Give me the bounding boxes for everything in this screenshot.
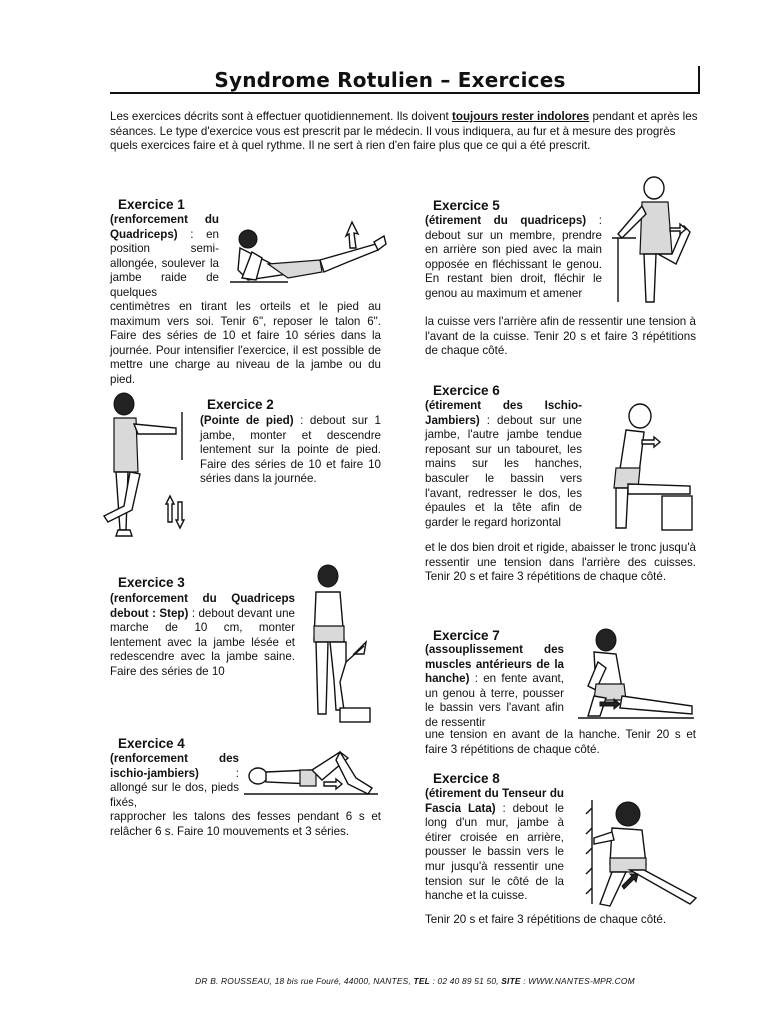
exercise-5-illustration: [610, 174, 698, 304]
exercise-7-text-short: (assouplissement des muscles antérieurs de la hanche) : en fente avant, un genou à terre, pousser le bassin vers l'avant afin de ressentir: [425, 643, 564, 729]
footer-phone: : 02 40 89 51 50,: [429, 976, 502, 986]
exercise-3-text: (renforcement du Quadriceps debout : Step) : debout devant une marche de 10 cm, monter lentement avec la jambe lésée et redescendre avec la jambe saine. Faire des séries de 10: [110, 592, 295, 678]
exercise-6-illustration: [598, 398, 698, 534]
intro-emphasis: toujours rester indolores: [452, 110, 590, 123]
exercise-5-title: Exercice 5: [433, 198, 500, 213]
exercise-4-text-short: (renforcement des ischio-jambiers) : allongé sur le dos, pieds fixés,: [110, 752, 239, 809]
exercise-6-title: Exercice 6: [433, 383, 500, 398]
page-title: Syndrome Rotulien – Exercices: [214, 68, 566, 92]
exercise-4-illustration: [244, 748, 380, 804]
exercise-3-subtitle: (renforcement du Quadriceps debout : Step): [110, 592, 295, 620]
exercise-2-title: Exercice 2: [207, 397, 274, 412]
exercise-5-text-long: la cuisse vers l'arrière afin de ressentir une tension à l'avant de la cuisse. Tenir 20 s et faire 3 répétitions de chaque côté.: [425, 315, 696, 358]
exercise-1-text-long: centimètres en tirant les orteils et le pied au maximum vers soi. Tenir 6", reposer le talon 6". Faire des séries de 10 et faire 10 séries dans la journée. Pour intensifier l'exercice, il est possible de mettre une charge au niveau de la jambe ou du pied.: [110, 300, 381, 386]
footer-website: : WWW.NANTES-MPR.COM: [520, 976, 635, 986]
exercise-2-subtitle: (Pointe de pied): [200, 414, 294, 427]
footer-credits: DR B. ROUSSEAU, 18 bis rue Fouré, 44000, NANTES, TEL : 02 40 89 51 50, SITE : WWW.NANTES-MPR.COM: [195, 976, 635, 986]
exercise-1-title: Exercice 1: [118, 197, 185, 212]
footer-name: DR B. ROUSSEAU: [195, 976, 270, 986]
intro-text-before: Les exercices décrits sont à effectuer quotidiennement. Ils doivent: [110, 110, 452, 123]
exercise-5-text-short: (étirement du quadriceps) : debout sur un membre, prendre en arrière son pied avec la main opposée en fléchissant le genou. En restant bien droit, fléchir le genou au maximum et amener: [425, 214, 602, 300]
exercise-8-text-short: (étirement du Tenseur du Fascia Lata) : debout le long d'un mur, jambe à étirer croisée en arrière, pousser le bassin vers le mur jusqu'à ressentir une tension sur le côté de la hanche et la cuisse.: [425, 787, 564, 903]
exercise-4-text-long: rapprocher les talons des fesses pendant 6 s et relâcher 6 s. Faire 10 mouvements et 3 séries.: [110, 810, 381, 838]
exercise-1-subtitle: (renforcement du Quadriceps): [110, 213, 219, 241]
exercise-6-text-long: et le dos bien droit et rigide, abaisser le tronc jusqu'à ressentir une tension dans l'arrière des cuisses. Tenir 20 s et faire 3 répétitions de chaque côté.: [425, 541, 696, 584]
exercise-3-title: Exercice 3: [118, 575, 185, 590]
exercise-7-text-long: une tension en avant de la hanche. Tenir 20 s et faire 3 répétitions de chaque côté.: [425, 728, 696, 756]
exercise-6-text-short: (étirement des Ischio-Jambiers) : debout sur une jambe, l'autre jambe tendue reposant sur un tabouret, les mains sur les hanches, basculer le bassin vers l'avant, redresser le dos, les épaules et la tête afin de garder le regard horizontal: [425, 399, 582, 529]
exercise-2-illustration: [98, 390, 194, 540]
exercise-7-subtitle: (assouplissement des muscles antérieurs de la hanche): [425, 643, 564, 686]
exercise-8-text-long: Tenir 20 s et faire 3 répétitions de chaque côté.: [425, 913, 667, 926]
exercise-6-subtitle: (étirement des Ischio-Jambiers): [425, 399, 582, 427]
exercise-5-subtitle: (étirement du quadriceps): [425, 214, 587, 227]
exercise-8-subtitle: (étirement du Tenseur du Fascia Lata): [425, 787, 564, 815]
intro-text-after: pendant et après les séances. Le type d'exercice vous est prescrit par le médecin. Il vous indiquera, au fur et à mesure des progrès quels exercices faire et à quel rythme. Il ne sert à rien d'en faire plus que ce qui a été prescrit.: [110, 110, 698, 153]
exercise-2-text: (Pointe de pied) : debout sur 1 jambe, monter et descendre lentement sur la pointe de pied. Faire des séries de 10 et faire 10 séries dans la journée.: [200, 414, 381, 486]
exercise-7-title: Exercice 7: [433, 628, 500, 643]
exercise-7-illustration: [574, 628, 698, 724]
intro-paragraph: [110, 110, 698, 154]
exercise-8-title: Exercice 8: [433, 771, 500, 786]
exercise-1-illustration: [228, 222, 390, 290]
exercise-4-title: Exercice 4: [118, 736, 185, 751]
title-rule: [110, 66, 700, 94]
exercise-8-illustration: [586, 794, 698, 912]
exercise-4-subtitle: (renforcement des ischio-jambiers): [110, 752, 239, 780]
exercise-1-text-short: (renforcement du Quadriceps) : en position semi-allongée, soulever la jambe raide de quelques: [110, 213, 219, 299]
exercise-3-illustration: [300, 562, 380, 730]
